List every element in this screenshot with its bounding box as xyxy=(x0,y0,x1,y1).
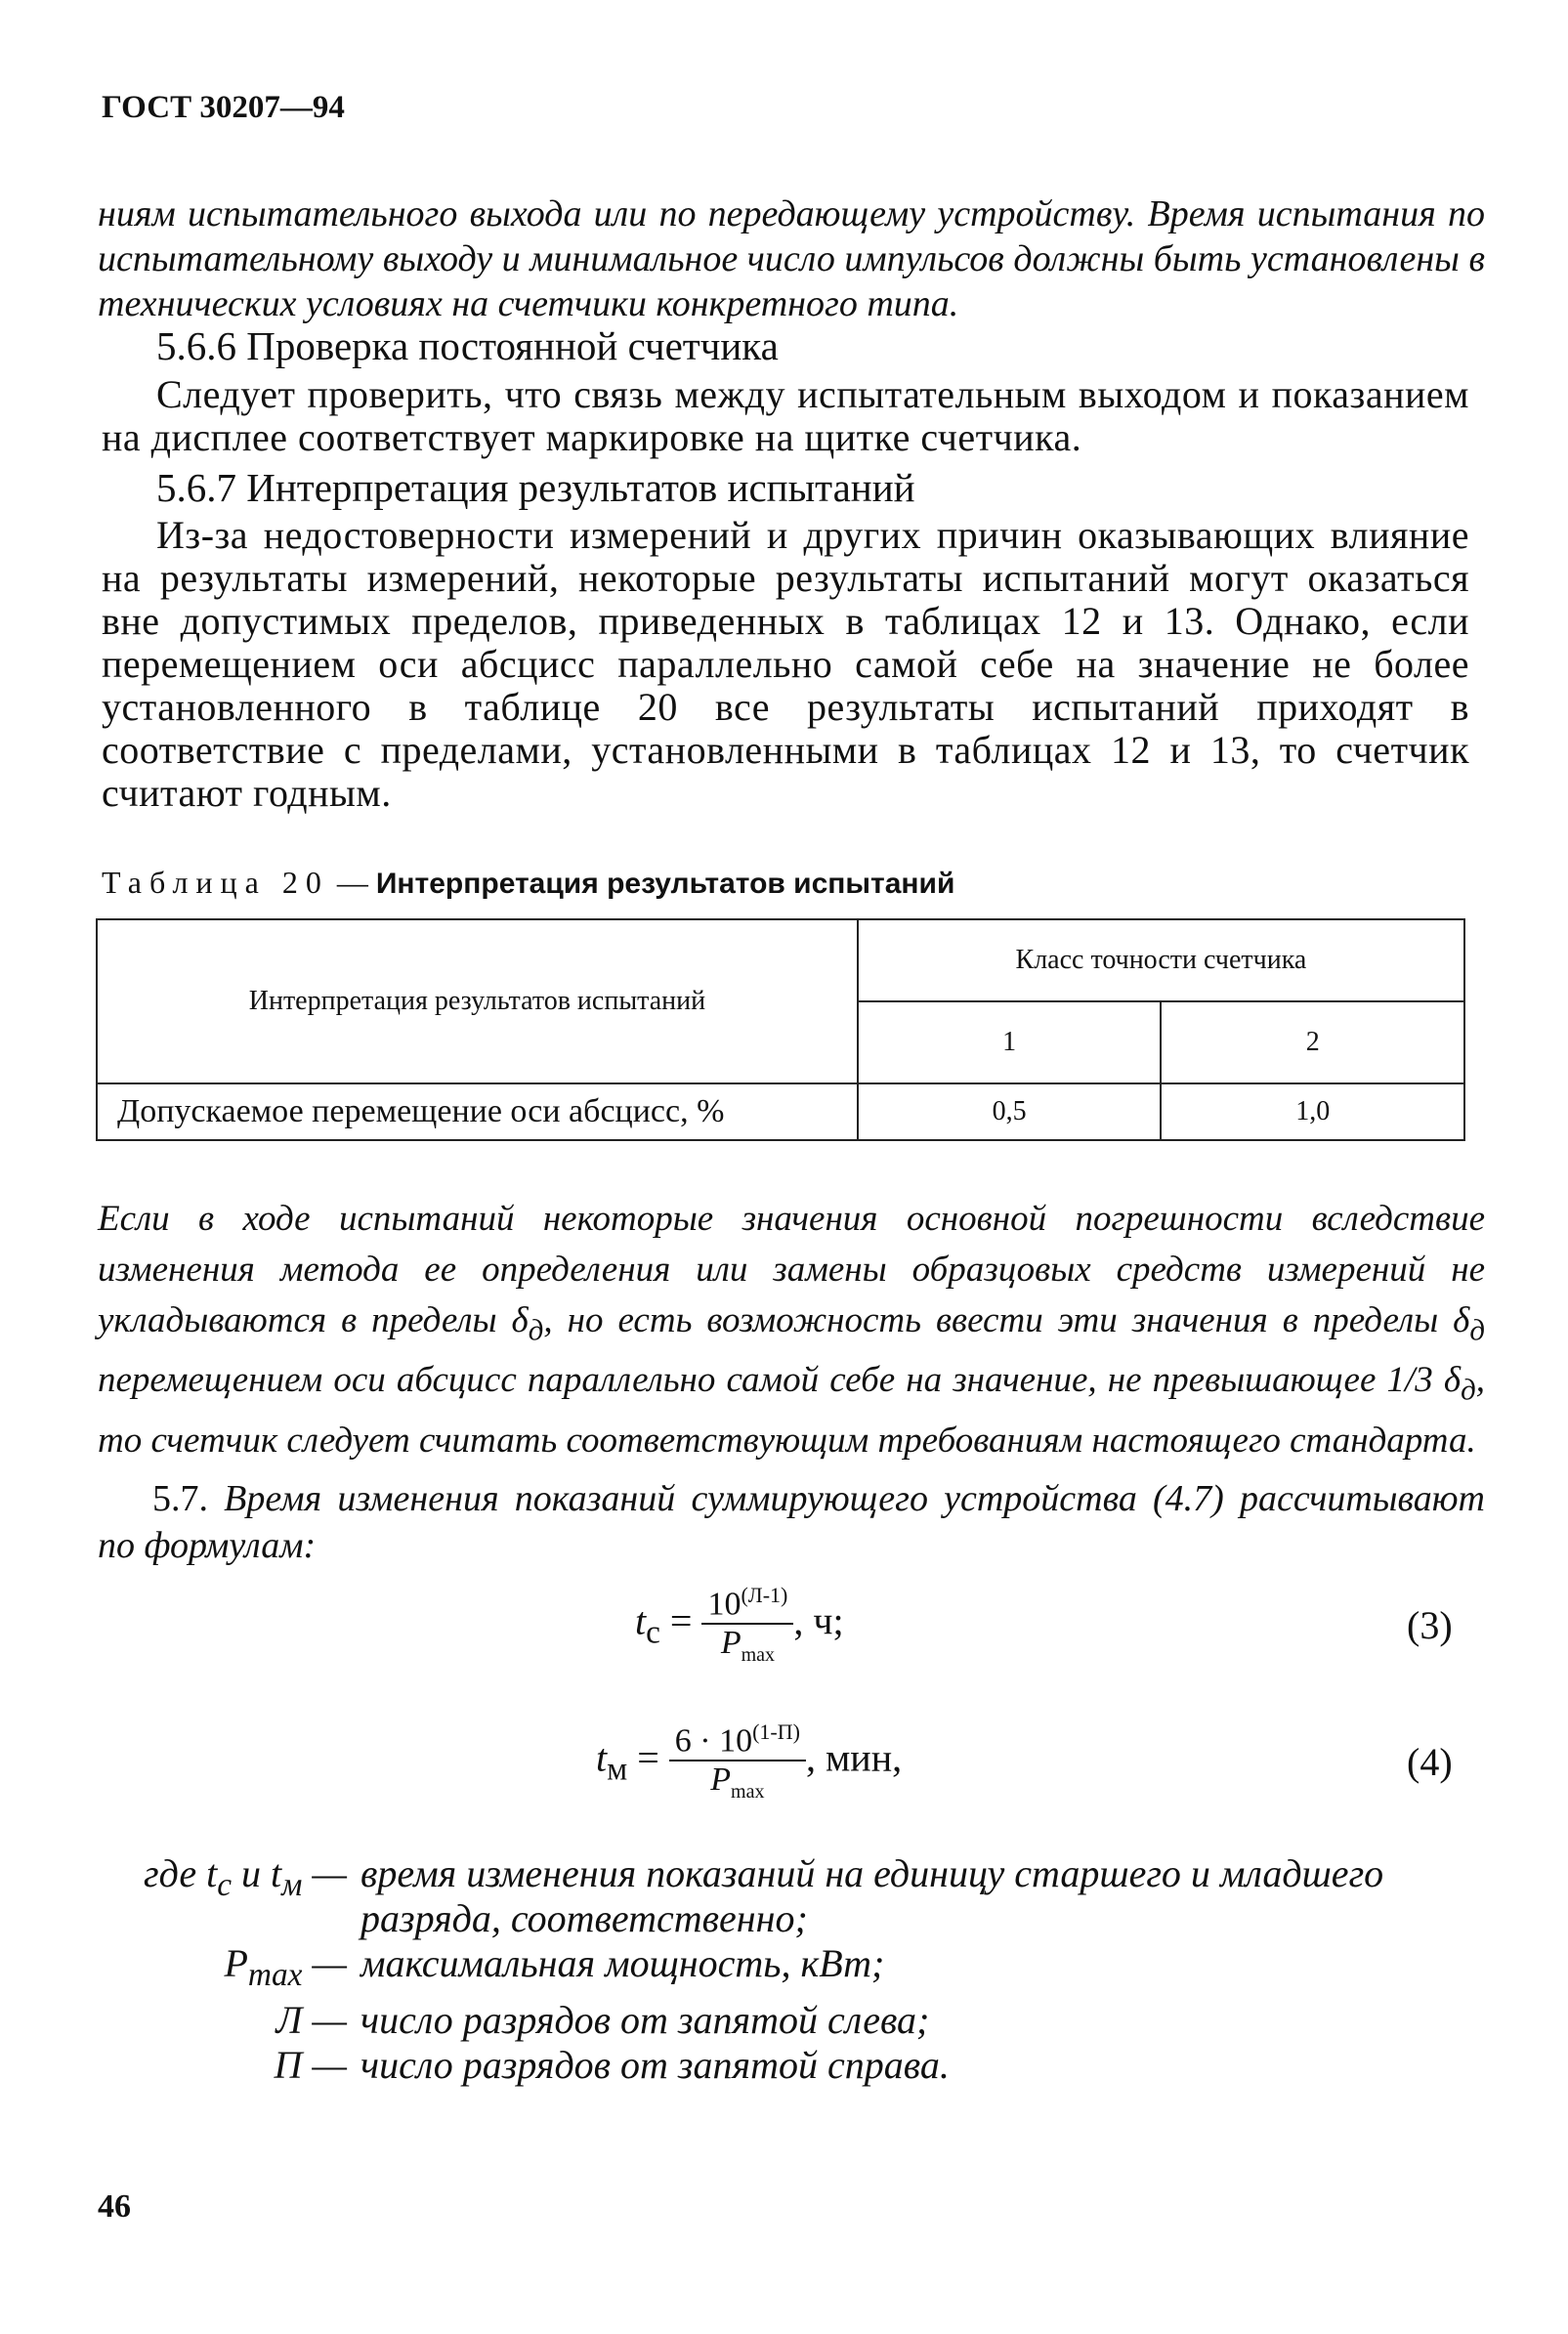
def-3-term: П xyxy=(274,2043,303,2087)
italic-note-part-2: , но есть возможность ввести эти значения в пределы δ xyxy=(543,1300,1470,1340)
def-0-term2-sub: м xyxy=(281,1867,303,1903)
definition-row xyxy=(98,2043,1474,2088)
section-5-6-6-text: Следует проверить, что связь между испытательным выходом и показанием на дисплее соответствует маркировке на щитке счетчика. xyxy=(102,372,1469,459)
table-caption-dash: — xyxy=(328,865,376,900)
page-number: 46 xyxy=(98,2188,131,2225)
formula-4-lhs-sub: м xyxy=(607,1751,628,1788)
def-1-term-sub: max xyxy=(247,1957,303,1993)
section-5-6-7-text: Из-за недостоверности измерений и других причин оказывающих влияние на результаты измерений, некоторые результаты испытаний могут оказаться вне допустимых пределов, приведенных в таблицах 12 и 13. Однако, если перемещением оси абсцисс параллельно самой себе на значение не более установленного в таблице 20 все результаты испытаний приходят в соответствие с пределами, установленными в таблицах 12 и 13, то счетчик считают годным. xyxy=(102,513,1469,815)
definition-term xyxy=(98,1941,360,1998)
table-class-header: Класс точности счетчика xyxy=(858,919,1464,1001)
table-caption-title: Интерпретация результатов испытаний xyxy=(375,868,955,900)
table-value-2: 1,0 xyxy=(1161,1083,1464,1140)
definition-term xyxy=(98,2043,360,2088)
def-0-term: где t xyxy=(144,1851,218,1895)
definition-term xyxy=(98,1998,360,2043)
formula-4-den-base: P xyxy=(710,1761,732,1799)
formula-4-denominator xyxy=(669,1761,806,1804)
formula-3-lhs-sub: с xyxy=(646,1614,660,1651)
italic-note-part-4: δ xyxy=(1432,1360,1462,1401)
formula-3-fraction xyxy=(701,1583,793,1667)
def-0-term-sub: с xyxy=(217,1867,233,1903)
section-5-7-number: 5.7. xyxy=(152,1478,208,1519)
definition-term xyxy=(98,1851,360,1941)
definition-row xyxy=(98,1998,1474,2043)
table-col-header: Интерпретация результатов испытаний xyxy=(97,919,858,1083)
italic-note-part-5: , то счетчик следует считать соответствующим требованиям настоящего стандарта. xyxy=(98,1360,1485,1461)
formula-4-equals: = xyxy=(627,1735,669,1780)
def-0-term2: и t xyxy=(232,1851,282,1895)
formula-3-number: (3) xyxy=(1407,1603,1453,1647)
def-2-dash: — xyxy=(302,1998,347,2042)
section-5-6-7-title: 5.6.7 Интерпретация результатов испытаний xyxy=(156,465,915,510)
definitions-list xyxy=(98,1851,1474,2088)
formula-3-numerator xyxy=(701,1583,793,1625)
formula-4-den-sub: max xyxy=(731,1781,765,1804)
table-value-1: 0,5 xyxy=(858,1083,1162,1140)
definition-desc: время изменения показаний на единицу старшего и младшего разряда, соответственно; xyxy=(360,1851,1384,1940)
def-1-term: P xyxy=(224,1941,248,1985)
formula-4-num-base: 6 · 10 xyxy=(674,1722,753,1760)
definition-desc: число разрядов от запятой слева; xyxy=(360,1998,930,2042)
section-5-7-paragraph xyxy=(98,1475,1485,1569)
table-caption xyxy=(102,865,954,901)
table-20 xyxy=(96,918,1465,1141)
formula-3-den-base: P xyxy=(720,1625,742,1662)
formula-3-num-base: 10 xyxy=(707,1586,742,1623)
formula-3-den-sub: max xyxy=(741,1644,776,1667)
def-3-dash: — xyxy=(302,2043,347,2087)
formula-4-num-exponent: (1-П) xyxy=(752,1719,800,1744)
definition-desc: число разрядов от запятой справа. xyxy=(360,2043,950,2087)
formula-3-unit: , ч; xyxy=(793,1598,844,1643)
formula-4-unit: , мин, xyxy=(805,1735,903,1780)
def-0-dash: — xyxy=(302,1851,347,1895)
table-caption-prefix: Таблица 20 xyxy=(102,865,329,900)
formula-3-lhs: t xyxy=(635,1598,647,1643)
formula-3 xyxy=(635,1583,844,1667)
definition-row xyxy=(98,1851,1474,1941)
formula-4-lhs: t xyxy=(596,1735,608,1780)
italic-note-part-1: Если в ходе испытаний некоторые значения основной погрешности вследствие изменения метода ее определения или замены образцовых средств измерений не укладываются в пределы δ xyxy=(98,1199,1485,1340)
formula-3-num-exponent: (Л-1) xyxy=(741,1583,788,1607)
def-2-term: Л xyxy=(275,1998,303,2042)
def-1-dash: — xyxy=(302,1941,347,1985)
definition-row xyxy=(98,1941,1474,1998)
section-5-6-6-title: 5.6.6 Проверка постоянной счетчика xyxy=(156,323,779,368)
section-5-7-text: Время изменения показаний суммирующего устройства (4.7) рассчитывают по формулам: xyxy=(98,1478,1486,1566)
definition-desc: максимальная мощность, кВт; xyxy=(360,1941,885,1985)
italic-note-sub-2: д xyxy=(1469,1313,1485,1347)
formula-4 xyxy=(596,1719,902,1804)
italic-note-paragraph xyxy=(98,1194,1485,1466)
paragraph-continuation: ниям испытательного выхода или по передающему устройству. Время испытания по испытательному выходу и минимальное число импульсов должны быть установлены в технических условиях на счетчики конкретного типа. xyxy=(98,193,1485,324)
italic-note-part-3: перемещением оси абсцисс параллельно самой себе на значение, не превышающее xyxy=(98,1360,1387,1401)
italic-note-sub-3: д xyxy=(1461,1373,1476,1407)
italic-note-sub-1: д xyxy=(528,1313,544,1347)
italic-note-fraction: 1/3 xyxy=(1386,1360,1433,1401)
document-header: ГОСТ 30207—94 xyxy=(102,90,345,125)
table-class-2: 2 xyxy=(1161,1001,1464,1083)
formula-4-numerator xyxy=(669,1719,806,1761)
formula-3-denominator xyxy=(701,1625,793,1667)
formula-4-fraction xyxy=(669,1719,806,1804)
formula-3-equals: = xyxy=(659,1598,702,1643)
table-row-label: Допускаемое перемещение оси абсцисс, % xyxy=(97,1083,858,1140)
table-class-1: 1 xyxy=(858,1001,1162,1083)
formula-4-number: (4) xyxy=(1407,1740,1453,1784)
